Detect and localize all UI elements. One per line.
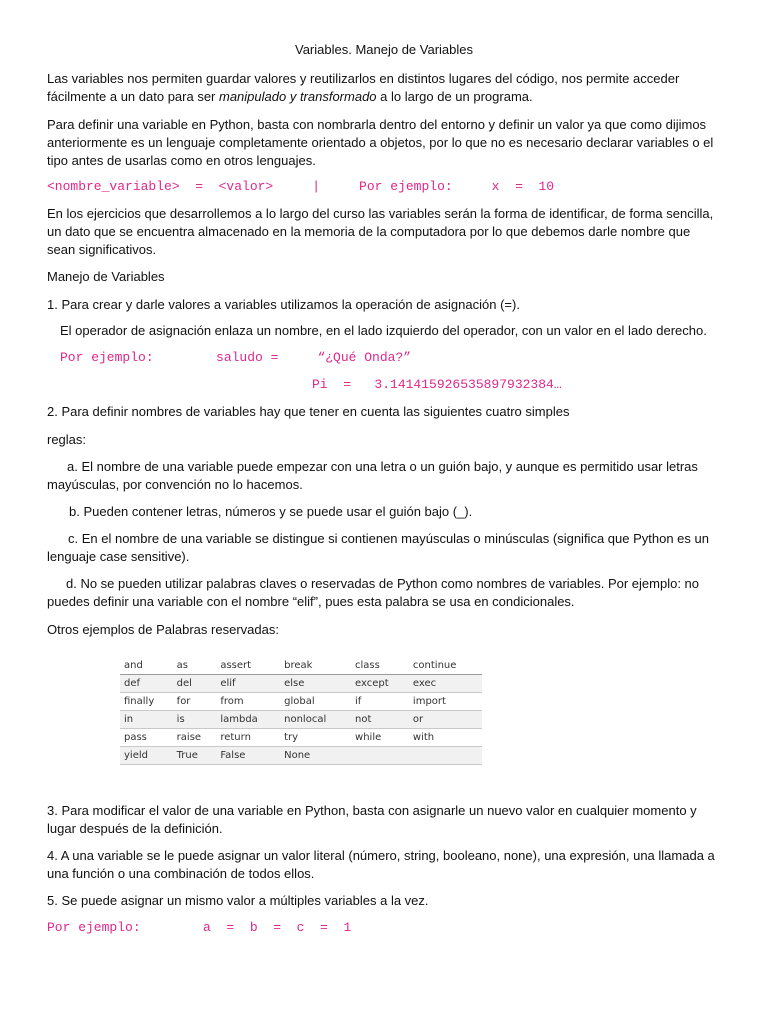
table-cell: while	[351, 729, 409, 747]
table-row	[120, 747, 482, 765]
code-example-saludo: Por ejemplo: saludo = “¿Qué Onda?”	[60, 350, 412, 365]
page-title: Variables. Manejo de Variables	[294, 42, 473, 57]
table-cell	[351, 747, 409, 765]
table-cell: raise	[173, 729, 217, 747]
rule-b: b. Pueden contener letras, números y se puede usar el guión bajo (_).	[69, 504, 473, 519]
table-cell: with	[409, 729, 482, 747]
table-cell: or	[409, 711, 482, 729]
table-cell: elif	[216, 675, 280, 693]
table-cell: None	[280, 747, 351, 765]
table-row	[120, 657, 482, 675]
table-cell: nonlocal	[280, 711, 351, 729]
intro-paragraph-2: Para definir una variable en Python, basta con nombrarla dentro del entorno y definir un valor ya que como dijimos anteriormente es un lenguaje completamente orientado a objetos, por lo que no es necesario declarar variables o el tipo antes de usarlas como en otros lenguajes.	[47, 117, 714, 168]
reserved-words-title: Otros ejemplos de Palabras reservadas:	[47, 622, 279, 637]
table-cell: except	[351, 675, 409, 693]
table-row	[120, 675, 482, 693]
table-cell: False	[216, 747, 280, 765]
reserved-words-table	[120, 657, 482, 765]
table-cell: pass	[120, 729, 173, 747]
rule-c: c. En el nombre de una variable se distingue si contienen mayúsculas o minúsculas (significa que Python es un lenguaje case sensitive).	[47, 531, 709, 564]
table-cell: and	[120, 657, 173, 675]
rule-a: a. El nombre de una variable puede empezar con una letra o un guión bajo, y aunque es permitido usar letras mayúsculas, por convención no lo hacemos.	[47, 459, 698, 492]
rule-d: d. No se pueden utilizar palabras claves o reservadas de Python como nombres de variables. Por ejemplo: no puedes definir una variable con el nombre “elif”, pues esta palabra se usa en condicionales.	[47, 576, 700, 609]
rule-1: 1. Para crear y darle valores a variables utilizamos la operación de asignación (=).	[47, 297, 520, 312]
code-example-pi: Pi = 3.141415926535897932384…	[312, 377, 562, 392]
table-cell: def	[120, 675, 173, 693]
table-cell: continue	[409, 657, 482, 675]
rule-2-continuation: reglas:	[47, 432, 87, 447]
section-title: Manejo de Variables	[47, 269, 165, 284]
table-cell: True	[173, 747, 217, 765]
table-cell: lambda	[216, 711, 280, 729]
table-row	[120, 711, 482, 729]
table-cell: else	[280, 675, 351, 693]
table-cell: not	[351, 711, 409, 729]
table-cell: in	[120, 711, 173, 729]
table-row	[120, 729, 482, 747]
table-cell: import	[409, 693, 482, 711]
table-cell	[409, 747, 482, 765]
intro-text-b: a lo largo de un programa.	[376, 89, 533, 104]
table-row	[120, 693, 482, 711]
table-cell: exec	[409, 675, 482, 693]
code-example-assignment-syntax: <nombre_variable> = <valor> | Por ejemplo: x = 10	[47, 179, 555, 194]
code-example-multiple-assignment: Por ejemplo: a = b = c = 1	[47, 920, 352, 935]
table-cell: finally	[120, 693, 173, 711]
table-cell: as	[173, 657, 217, 675]
table-cell: global	[280, 693, 351, 711]
rule-5: 5. Se puede asignar un mismo valor a múltiples variables a la vez.	[47, 893, 429, 908]
table-cell: is	[173, 711, 217, 729]
table-cell: return	[216, 729, 280, 747]
rule-4: 4. A una variable se le puede asignar un valor literal (número, string, booleano, none), una expresión, una llamada a una función o una combinación de todos ellos.	[47, 848, 715, 881]
table-cell: for	[173, 693, 217, 711]
table-cell: try	[280, 729, 351, 747]
rule-3: 3. Para modificar el valor de una variable en Python, basta con asignarle un nuevo valor en cualquier momento y lugar después de la definición.	[47, 803, 697, 836]
table-cell: del	[173, 675, 217, 693]
intro-emphasis: manipulado y transformado	[219, 89, 377, 104]
paragraph-variables-identify: En los ejercicios que desarrollemos a lo largo del curso las variables serán la forma de identificar, de forma sencilla, un dato que se encuentra almacenado en la memoria de la computadora por lo que debemos darle nombre que sean significativos.	[47, 206, 714, 257]
intro-text-a: Las variables nos permiten guardar valores y reutilizarlos en distintos lugares del código, nos permite acceder fácilmente a un dato para ser	[47, 71, 680, 104]
table-cell: class	[351, 657, 409, 675]
table-cell: yield	[120, 747, 173, 765]
intro-paragraph-1	[47, 70, 719, 106]
rule-2: 2. Para definir nombres de variables hay que tener en cuenta las siguientes cuatro simples	[47, 404, 570, 419]
table-cell: from	[216, 693, 280, 711]
rule-1-detail: El operador de asignación enlaza un nombre, en el lado izquierdo del operador, con un valor en el lado derecho.	[60, 323, 707, 338]
table-cell: if	[351, 693, 409, 711]
table-cell: break	[280, 657, 351, 675]
table-cell: assert	[216, 657, 280, 675]
